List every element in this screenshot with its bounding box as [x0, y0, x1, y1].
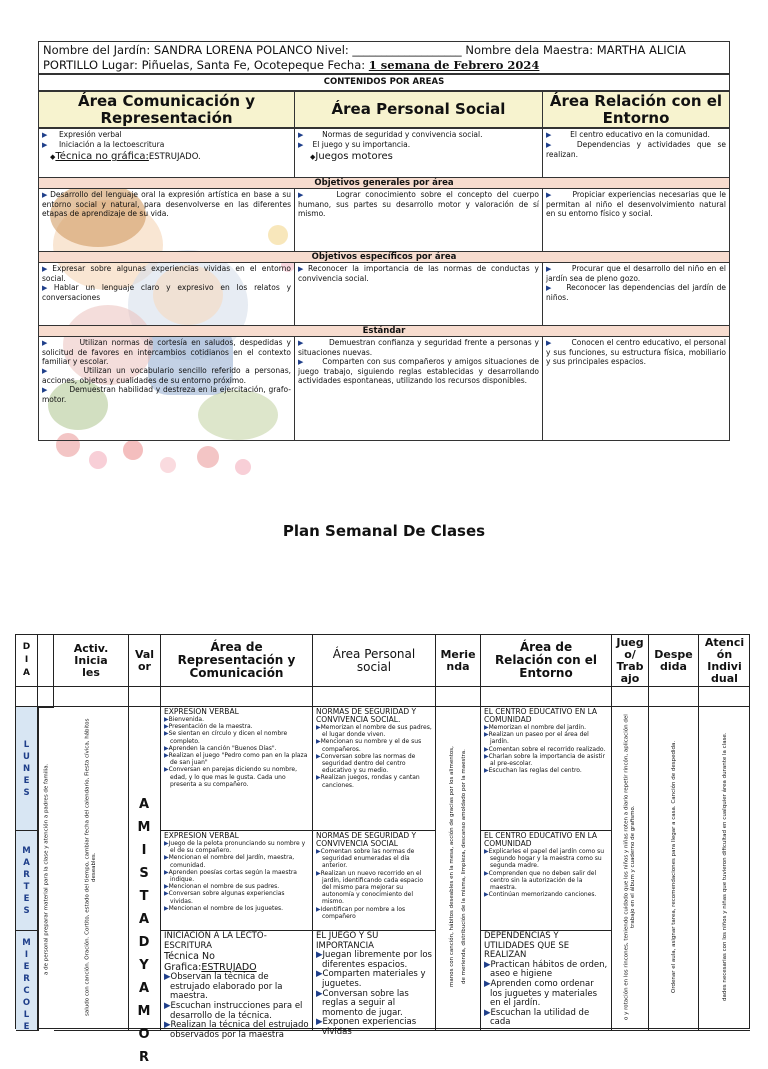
- arrow-icon: ▶: [164, 716, 169, 723]
- list-item-text: Escuchan la utilidad de cada: [490, 1007, 590, 1028]
- miercoles-rep-list: [164, 973, 309, 1040]
- arrow-icon: ▶: [298, 131, 304, 139]
- miercoles-rep: [161, 931, 313, 1040]
- martes-rep-title: EXPRESION VERBAL: [164, 831, 239, 840]
- arrow-icon: ▶: [316, 988, 323, 999]
- arrow-icon: ▶: [298, 141, 304, 149]
- arrow-icon: ▶: [484, 891, 489, 899]
- list-item: [484, 731, 608, 746]
- lunes-per-list: [316, 724, 432, 789]
- arrow-icon: ▶: [316, 724, 321, 731]
- arrow-icon: ▶: [164, 1020, 171, 1031]
- list-item-text: Memorizan el nombre de sus padres, el lugar donde viven.: [320, 724, 432, 739]
- list-item-text: Identifican por nombre a los compañero: [320, 905, 406, 920]
- bullet-icon: ◆: [310, 153, 316, 161]
- arrow-icon: ▶: [42, 131, 48, 139]
- list-item: [484, 959, 608, 980]
- juego-vertical: o y rotación en los rincones, teniendo cuidado que los niños y niñas roten a diario repetir rincón, aplicación del trabajo en el álbum y cuaderno de grafismo.: [623, 714, 636, 1020]
- arrow-icon: ▶: [484, 767, 489, 775]
- list-item-text: Bienvenida.: [168, 716, 205, 723]
- specific-rel-item: [546, 283, 726, 302]
- arrow-icon: ▶: [546, 131, 552, 139]
- arrow-icon: ▶: [164, 752, 169, 760]
- arrow-icon: ▶: [164, 1000, 171, 1011]
- arrow-icon: ▶: [298, 191, 306, 199]
- spacer-cell: [436, 687, 481, 707]
- list-item-text: Conversan sobre las reglas a seguir al momento de jugar.: [322, 988, 409, 1018]
- miercoles-rep-title: INICIACION A LA LECTO-ESCRITURA: [164, 931, 267, 951]
- lunes-rep-list: [164, 716, 309, 788]
- arrow-icon: ▶: [298, 358, 304, 366]
- list-item-text: Aprenden poesías cortas según la maestra indique.: [168, 868, 297, 884]
- lunes-rel: [481, 707, 612, 831]
- list-item-text: Conversan sobre las normas de seguridad dentro del centro educativo y su medio.: [320, 752, 416, 775]
- area-heading-per: Área Personal Social: [295, 92, 543, 127]
- arrow-icon: ▶: [164, 723, 169, 731]
- arrow-icon: ▶: [484, 724, 489, 731]
- list-item-text: Mencionan el nombre de los juguetes.: [168, 904, 284, 912]
- arrow-icon: ▶: [546, 191, 553, 199]
- arrow-icon: ▶: [42, 141, 48, 149]
- specific-com-item: [42, 264, 291, 283]
- arrow-icon: ▶: [42, 386, 48, 394]
- list-item-text: Comparten materiales y juguetes.: [322, 969, 426, 989]
- valor-cell: [129, 707, 161, 1065]
- plan-title: Plan Semanal De Clases: [282, 522, 486, 540]
- area-heading-rel: Área Relación con el Entorno: [543, 92, 729, 127]
- specific-rel: [543, 263, 729, 325]
- header-per: Área Personal social: [313, 635, 436, 687]
- list-item: [164, 1000, 309, 1021]
- arrow-icon: ▶: [164, 730, 169, 738]
- header-dia: D I A: [16, 635, 38, 687]
- arrow-icon: ▶: [484, 745, 489, 753]
- arrow-icon: ▶: [484, 869, 489, 877]
- martes-per-list: [316, 848, 432, 920]
- list-item-text: Practican hábitos de orden, aseo e higiene: [490, 959, 608, 980]
- contents-per-extra: [310, 150, 539, 164]
- arrow-icon: ▶: [164, 854, 169, 862]
- arrow-icon: ▶: [164, 840, 169, 847]
- miercoles-per-list: [316, 951, 432, 1037]
- standard-per-item: [298, 338, 539, 357]
- standard-rel-item: [546, 338, 726, 366]
- spacer-cell: [649, 687, 699, 707]
- arrow-icon: ▶: [298, 339, 304, 347]
- list-item: [316, 950, 432, 970]
- arrow-icon: ▶: [42, 339, 50, 347]
- arrow-icon: ▶: [164, 883, 169, 891]
- contents-com-item: [42, 140, 291, 150]
- list-item: [164, 723, 309, 731]
- specific-row: [38, 262, 730, 326]
- specific-com-text: Hablar un lenguaje claro y expresivo en los relatos y conversaciones: [42, 283, 292, 302]
- specific-com: [39, 263, 295, 325]
- arrow-icon: ▶: [164, 890, 169, 898]
- arrow-icon: ▶: [42, 265, 51, 273]
- list-item: [316, 848, 432, 870]
- list-item-text: Comentan sobre el recorrido realizado.: [488, 745, 606, 753]
- list-item: [484, 745, 608, 753]
- arrow-icon: ▶: [316, 950, 323, 961]
- merienda-vertical-a: manos con canción, hábitos deseables en la mesa, acción de gracias por los alimentos,: [448, 746, 455, 988]
- miercoles-per: [313, 931, 436, 1037]
- contents-com: [39, 129, 295, 177]
- standard-com-text: Demuestran habilidad y destreza en la ejercitación, grafo-motor.: [42, 385, 291, 404]
- list-item: [164, 730, 309, 745]
- general-rel-text: Propiciar experiencias necesarias que le permitan al niño el desenvolvimiento natural en su entorno físico y social.: [546, 190, 726, 218]
- contents-rel: [543, 129, 729, 177]
- miercoles-rel: [481, 931, 612, 1031]
- contents-title-row: [38, 74, 730, 91]
- contents-rel-text: El centro educativo en la comunidad.: [570, 130, 710, 139]
- martes-rel-list: [484, 848, 608, 898]
- standard-rel-text: Conocen el centro educativo, el personal y sus funciones, su estructura física, mobiliario y sus principales espacios.: [546, 338, 726, 366]
- list-item: [164, 868, 309, 884]
- lunes-rel-list: [484, 724, 608, 774]
- list-item-text: Mencionan el nombre de sus padres.: [168, 883, 280, 891]
- arrow-icon: ▶: [484, 959, 491, 970]
- list-item: [164, 716, 309, 723]
- list-item-text: Realizan el juego "Pedro como pan en la plaza de san juan": [168, 752, 308, 767]
- contents-com-text: Iniciación a la lectoescritura: [58, 140, 165, 149]
- list-item-text: Aprenden como ordenar los juguetes y materiales en el jardín.: [490, 978, 598, 1009]
- specific-per: [295, 263, 543, 325]
- list-item-text: Charlan sobre la importancia de asistir al pre-escolar.: [488, 752, 605, 768]
- list-item: [316, 774, 432, 789]
- standard-per-item: [298, 357, 539, 385]
- contents-rel-item: [546, 140, 726, 159]
- standard-com: [39, 337, 295, 440]
- list-item-text: Realizan un paseo por el área del jardín.: [488, 731, 589, 746]
- list-item-text: Realizan la técnica del estrujado observados por la maestra: [170, 1020, 309, 1040]
- tecnica-value: ESTRUJADO: [201, 962, 257, 974]
- list-item: [164, 972, 309, 1002]
- list-item: [484, 869, 608, 892]
- list-item: [164, 766, 309, 788]
- arrow-icon: ▶: [316, 1017, 323, 1028]
- contents-per-extra-text: Juegos motores: [315, 151, 393, 162]
- list-item: [164, 854, 309, 869]
- list-item-text: Realizan un nuevo recorrido en el jardín, identificando cada espacio del mismo para mejorar su autonomía y conocimiento del mismo.: [320, 869, 424, 906]
- standard-per: [295, 337, 543, 440]
- arrow-icon: ▶: [42, 284, 52, 292]
- lunes-rep: [161, 707, 313, 831]
- general-com: [39, 189, 295, 251]
- general-rel: [543, 189, 729, 251]
- list-item: [164, 752, 309, 767]
- despedida-vertical: Ordenar el aula, asignar tarea, recomendaciones para llegar a casa. Canción de despedida.: [670, 740, 677, 994]
- arrow-icon: ▶: [484, 978, 491, 989]
- tecnica-label: Técnica No Grafica:: [164, 951, 215, 974]
- arrow-icon: ▶: [484, 752, 489, 760]
- list-item: [316, 988, 432, 1019]
- list-item: [484, 724, 608, 731]
- activ-vertical-a: a de personal preparar material para la clase y atención a padres de familia.: [38, 707, 54, 1031]
- header-line-2-text: PORTILLO Lugar: Piñuelas, Santa Fe, Ocotepeque Fecha:: [43, 58, 369, 72]
- miercoles-rel-list: [484, 961, 608, 1028]
- specific-rel-text: Reconocer las dependencias del jardín de niños.: [546, 283, 726, 302]
- merienda-cell: [436, 707, 481, 1031]
- atencion-vertical: dades necesarias con los niños y niñas que tuvieron dificultad en cualquier área durante la clase.: [721, 732, 728, 1002]
- planning-page: [0, 0, 768, 470]
- list-item: [316, 724, 432, 739]
- list-item-text: Mencionan el nombre del Jardín, maestra, comunidad.: [168, 854, 295, 869]
- spacer-cell: [161, 687, 313, 707]
- lunes-rep-title: EXPRESION VERBAL: [164, 707, 239, 716]
- list-item-text: Escuchan las reglas del centro.: [488, 767, 582, 775]
- contents-per-item: [298, 130, 539, 140]
- list-item: [484, 891, 608, 899]
- area-heading-com: Área Comunicación y Representación: [39, 92, 295, 127]
- contents-per-text: El juego y su importancia.: [312, 140, 411, 149]
- header-valor: Val or: [129, 635, 161, 687]
- list-item-text: Memorizan el nombre del jardín.: [488, 724, 586, 731]
- list-item-text: Conversan en parejas diciendo su nombre, edad, y lo que mas le gusta. Cada uno presenta a su compañero.: [168, 766, 298, 788]
- list-item: [164, 744, 309, 752]
- section-specific: Objetivos específicos por área: [38, 252, 730, 262]
- header-despedida: Despe dida: [649, 635, 699, 687]
- spacer-cell: [129, 687, 161, 707]
- day-lunes: L U N E S: [16, 707, 38, 831]
- list-item-text: Comentan sobre las normas de seguridad enumeradas el día anterior.: [320, 848, 415, 870]
- list-item-text: Explicarles el papel del jardín como su segundo hogar y la maestra como su segunda madre.: [488, 848, 605, 870]
- contents-rel-item: [546, 130, 726, 140]
- arrow-icon: ▶: [484, 848, 489, 855]
- list-item: [316, 738, 432, 753]
- specific-rel-item: [546, 264, 726, 283]
- list-item-text: Conversan sobre algunas experiencias vividas.: [168, 890, 285, 905]
- arrow-icon: ▶: [316, 869, 321, 877]
- contents-per: [295, 129, 543, 177]
- contents-com-item: [42, 130, 291, 140]
- header-merienda: Merie nda: [436, 635, 481, 687]
- list-item: [484, 978, 608, 1009]
- spacer-cell: [38, 687, 54, 707]
- tecnica-value: ESTRUJADO.: [148, 152, 201, 162]
- header-rep: Área de Representación y Comunicación: [161, 635, 313, 687]
- martes-rep: [161, 831, 313, 931]
- lunes-per-title: NORMAS DE SEGURIDAD Y CONVIVENCIA SOCIAL.: [316, 707, 417, 724]
- arrow-icon: ▶: [546, 339, 552, 347]
- atencion-cell: [699, 707, 750, 1031]
- header-box: [38, 41, 730, 74]
- martes-per-title: NORMAS DE SEGURIDAD Y CONVIVENCIA SOCIAL: [316, 831, 417, 848]
- header-rel: Área de Relación con el Entorno: [481, 635, 612, 687]
- standard-per-text: Demuestran confianza y seguridad frente a personas y situaciones nuevas.: [298, 338, 540, 357]
- specific-com-text: Expresar sobre algunas experiencias vividas en el entorno social.: [42, 264, 291, 283]
- spacer-cell: [313, 687, 436, 707]
- list-item: [164, 1020, 309, 1040]
- martes-rep-list: [164, 840, 309, 912]
- specific-per-item: [298, 264, 539, 283]
- header-date: 1 semana de Febrero 2024: [368, 58, 540, 72]
- arrow-icon: ▶: [164, 744, 169, 752]
- juego-cell: [612, 707, 649, 1031]
- miercoles-rel-title: DEPENDENCIAS Y UTILIDADES QUE SE REALIZAN: [484, 931, 570, 961]
- contents-per-text: Normas de seguridad y convivencia social.: [322, 130, 483, 139]
- arrow-icon: ▶: [316, 738, 321, 746]
- standard-com-text: Utilizan normas de cortesía en saludos, despedidas y solicitud de favores en intercambios cotidianos en el contexto familiar y escolar.: [42, 338, 291, 366]
- arrow-icon: ▶: [164, 868, 169, 876]
- weekly-plan-table: [15, 634, 750, 1065]
- arrow-icon: ▶: [316, 752, 321, 760]
- list-item-text: Aprenden la canción "Buenos Días".: [168, 744, 277, 752]
- list-item-text: Juego de la pelota pronunciando su nombre y el de su compañero.: [168, 840, 306, 855]
- contents-per-item: [298, 140, 539, 150]
- general-per: [295, 189, 543, 251]
- header-atencion: Atenci ón Indivi dual: [699, 635, 750, 687]
- list-item: [484, 1007, 608, 1028]
- list-item: [164, 904, 309, 912]
- list-item-text: Comprenden que no deben salir del centro sin la autorización de la maestra.: [488, 869, 597, 892]
- standard-rel: [543, 337, 729, 440]
- section-general: Objetivos generales por área: [38, 178, 730, 188]
- section-standard: Estándar: [38, 326, 730, 336]
- list-item-text: Observan la técnica de estrujado elaborado por la maestra.: [170, 972, 283, 1002]
- list-item-text: Continúan memorizando canciones.: [488, 891, 597, 899]
- specific-per-text: Reconocer la importancia de las normas de conductas y convivencia social.: [298, 264, 539, 283]
- list-item: [316, 1017, 432, 1037]
- contents-rel-text: Dependencias y actividades que se realizan.: [546, 140, 727, 159]
- bullet-icon: ◆: [50, 153, 56, 161]
- valor-text: A M I S T A D Y A M O R: [137, 797, 152, 1065]
- list-item: [316, 905, 432, 920]
- general-row: [38, 188, 730, 252]
- day-miercoles: M I E R C O L E: [16, 931, 38, 1031]
- arrow-icon: ▶: [164, 904, 169, 912]
- miercoles-rep-tecnica: [164, 951, 309, 973]
- spacer-cell: [54, 687, 129, 707]
- arrow-icon: ▶: [42, 367, 50, 375]
- arrow-icon: ▶: [316, 969, 323, 980]
- list-item-text: Se sientan en círculo y dicen el nombre completo.: [168, 730, 288, 745]
- activ-cell: [54, 707, 129, 1031]
- spacer-cell: [699, 687, 750, 707]
- list-item: [484, 848, 608, 870]
- list-item-text: Mencionan su nombre y el de sus compañeros.: [320, 738, 422, 753]
- header-juego: Jueg o/ Trab ajo: [612, 635, 649, 687]
- list-item: [316, 869, 432, 906]
- arrow-icon: ▶: [546, 265, 552, 273]
- miercoles-per-title: EL JUEGO Y SU IMPORTANCIA: [316, 931, 379, 951]
- list-item: [164, 883, 309, 891]
- despedida-cell: [649, 707, 699, 1031]
- spacer-cell: [16, 687, 38, 707]
- list-item: [484, 767, 608, 775]
- arrow-icon: ▶: [484, 731, 489, 739]
- arrow-icon: ▶: [546, 141, 556, 149]
- martes-rel-title: EL CENTRO EDUCATIVO EN LA COMUNIDAD: [484, 831, 598, 848]
- contents-title: CONTENIDOS POR AREAS: [323, 77, 445, 87]
- list-item: [316, 969, 432, 989]
- lunes-per: [313, 707, 436, 831]
- list-item: [164, 890, 309, 905]
- list-item-text: Exponen experiencias vividas: [322, 1017, 417, 1037]
- list-item: [316, 752, 432, 775]
- area-headings-row: [38, 91, 730, 128]
- day-martes: M A R T E S: [16, 831, 38, 931]
- arrow-icon: ▶: [164, 972, 171, 983]
- arrow-icon: ▶: [316, 774, 321, 782]
- spacer-cell: [612, 687, 649, 707]
- header-line-1: Nombre del Jardín: SANDRA LORENA POLANCO Nivel: ___________________ Nombre dela Maestra: MARTHA ALICIA: [43, 43, 686, 57]
- arrow-icon: ▶: [42, 191, 49, 199]
- lunes-rel-title: EL CENTRO EDUCATIVO EN LA COMUNIDAD: [484, 707, 598, 724]
- arrow-icon: ▶: [316, 905, 321, 913]
- merienda-vertical-b: de merienda, distribución de la misma, limpieza, descanso amoldado por la maestra.: [460, 749, 467, 985]
- specific-rel-text: Procurar que el desarrollo del niño en el jardín sea de pleno gozo.: [546, 264, 726, 283]
- standard-row: [38, 336, 730, 441]
- standard-com-item: [42, 385, 291, 404]
- arrow-icon: ▶: [484, 1007, 491, 1018]
- list-item-text: Escuchan instrucciones para el desarrollo de la técnica.: [170, 1000, 303, 1021]
- tecnica-label: Técnica no gráfica:: [55, 151, 149, 162]
- martes-rel: [481, 831, 612, 931]
- list-item-text: Juegan libremente por los diferentes espacios.: [322, 950, 432, 970]
- standard-com-text: Utilizan un vocabulario sencillo referido a personas, acciones, objetos y cualidades de su entorno próximo.: [42, 366, 291, 385]
- contents-row: [38, 128, 730, 178]
- list-item: [164, 840, 309, 855]
- general-per-text: Lograr conocimiento sobre el concepto del cuerpo humano, sus partes su desarrollo motor y valoración de sí mismo.: [298, 190, 539, 218]
- header-blank: [38, 635, 54, 687]
- list-item-text: Presentación de la maestra.: [168, 723, 253, 731]
- activ-vertical-b: saludo con canción. Oración. Cortito, estado del tiempo, cambiar fecha del calendario, Fiesta cívica, hábitos deseables.: [84, 718, 97, 1016]
- standard-com-item: [42, 338, 291, 366]
- list-item-text: Realizan juegos, rondas y cantan canciones.: [320, 774, 420, 789]
- arrow-icon: ▶: [298, 265, 306, 273]
- contents-com-tecnica: [50, 150, 291, 164]
- standard-per-text: Comparten con sus compañeros y amigos situaciones de juego trabajo, siguiendo reglas establecidas y desarrollando actividades espontaneas, utilizando los recursos disponibles.: [298, 357, 539, 385]
- arrow-icon: ▶: [164, 766, 169, 774]
- arrow-icon: ▶: [316, 848, 321, 855]
- header-line-2: [43, 58, 725, 73]
- arrow-icon: ▶: [546, 284, 553, 292]
- standard-com-item: [42, 366, 291, 385]
- header-activ: Activ. Inicia les: [54, 635, 129, 687]
- martes-per: [313, 831, 436, 931]
- general-com-text: Desarrollo del lenguaje oral la expresión artística en base a su entorno social y natural, para desenvolverse en las diferentes etapas de aprendizaje de su vida.: [42, 190, 292, 218]
- spacer-cell: [481, 687, 612, 707]
- list-item: [484, 752, 608, 768]
- contents-com-text: Expresión verbal: [58, 130, 122, 139]
- specific-com-item: [42, 283, 291, 302]
